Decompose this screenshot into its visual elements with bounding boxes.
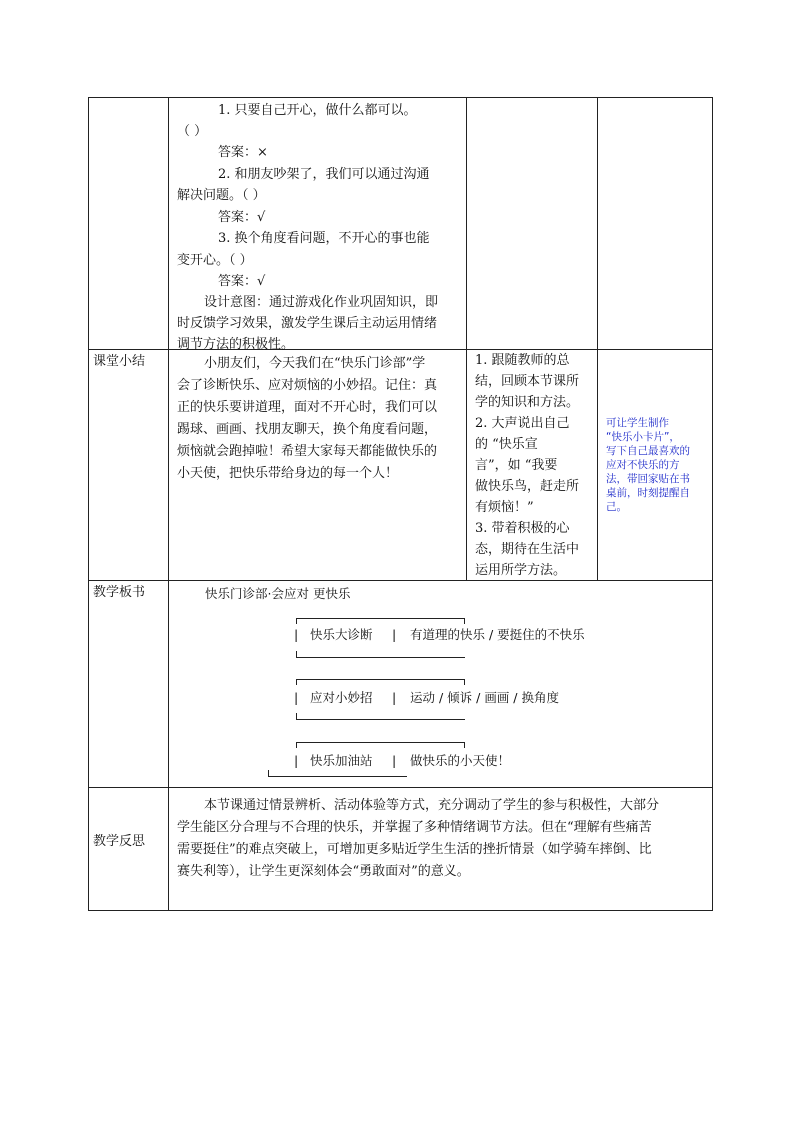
row-divider-reflection <box>88 787 713 788</box>
student-line: 有烦恼！” <box>475 500 534 515</box>
table-border-right <box>712 97 713 911</box>
board-row-content: 有道理的快乐 / 要挺住的不快乐 <box>410 627 585 642</box>
board-bar: | <box>294 753 299 768</box>
reflection-line: 赛失利等），让学生更深刻体会“勇敢面对”的意义。 <box>177 864 470 879</box>
board-bar: | <box>294 690 299 705</box>
reflection-line: 需要挺住”的难点突破上，可增加更多贴近学生生活的挫折情景（如学骑车摔倒、比 <box>177 842 652 857</box>
note-line: “快乐小卡片”， <box>606 431 680 443</box>
board-bar: | <box>392 627 397 642</box>
col-divider-note <box>597 97 598 580</box>
quiz-line: 2. 和朋友吵架了，我们可以通过沟通 <box>218 167 430 182</box>
board-title: 快乐门诊部·会应对 更快乐 <box>205 586 351 601</box>
student-line: 运用所学方法。 <box>475 563 567 578</box>
student-line: 2. 大声说出自己 <box>475 416 570 431</box>
board-rule <box>296 657 465 658</box>
student-line: 3. 带着积极的心 <box>475 521 570 536</box>
col-divider-label <box>168 97 169 911</box>
student-line: 结，回顾本节课所 <box>475 374 580 389</box>
reflection-line: 本节课通过情景辨析、活动体验等方式，充分调动了学生的参与积极性，大部分 <box>204 798 660 813</box>
board-rule <box>296 679 297 685</box>
note-line: 可让学生制作 <box>606 417 669 429</box>
quiz-line: （ ） <box>177 124 208 139</box>
quiz-answer: 答案：√ <box>218 210 266 225</box>
board-rule <box>464 742 465 748</box>
board-row-head: 快乐大诊断 <box>310 627 373 642</box>
row-divider-board <box>88 580 713 581</box>
quiz-line: 变开心。（ ） <box>177 253 253 268</box>
table-border-top <box>88 97 713 98</box>
board-rule <box>464 679 465 685</box>
board-rule <box>296 618 297 624</box>
board-bar: | <box>294 627 299 642</box>
table-border-left <box>88 97 89 911</box>
student-line: 1. 跟随教师的总 <box>475 353 570 368</box>
board-rule <box>296 618 465 619</box>
summary-line: 烦恼就会跑掉啦！希望大家每天都能做快乐的 <box>177 444 438 459</box>
summary-label: 课堂小结 <box>93 354 146 369</box>
design-intent-line: 调节方法的积极性。 <box>177 337 295 352</box>
table-border-bottom <box>88 910 713 911</box>
note-line: 法，带回家贴在书 <box>606 473 690 485</box>
student-line: 言”，如 “我要 <box>475 458 558 473</box>
board-row-head: 应对小妙招 <box>310 690 373 705</box>
quiz-line: 解决问题。（ ） <box>177 188 266 203</box>
summary-line: 会了诊断快乐、应对烦恼的小妙招。记住：真 <box>177 378 438 393</box>
quiz-answer: 答案：√ <box>218 274 266 289</box>
note-line: 应对不快乐的方 <box>606 459 680 471</box>
board-bar: | <box>392 690 397 705</box>
student-line: 的 “快乐宣 <box>475 437 538 452</box>
summary-line: 小天使，把快乐带给身边的每一个人！ <box>177 466 399 481</box>
student-line: 做快乐鸟，赶走所 <box>475 479 580 494</box>
board-row-content: 运动 / 倾诉 / 画画 / 换角度 <box>410 690 559 705</box>
board-row-content: 做快乐的小天使！ <box>410 753 511 768</box>
reflection-label: 教学反思 <box>93 834 146 849</box>
student-line: 学的知识和方法。 <box>475 395 580 410</box>
board-rule <box>296 742 465 743</box>
note-line: 写下自己最喜欢的 <box>606 445 690 457</box>
design-intent-line: 时反馈学习效果，激发学生课后主动运用情绪 <box>177 316 438 331</box>
reflection-line: 学生能区分合理与不合理的快乐，并掌握了多种情绪调节方法。但在“理解有些痛苦 <box>177 820 652 835</box>
quiz-answer: 答案：× <box>218 145 268 160</box>
summary-line: 踢球、画画、找朋友聊天，换个角度看问题， <box>177 422 438 437</box>
board-rule <box>296 679 465 680</box>
note-line: 己。 <box>606 501 627 513</box>
board-rule <box>268 776 407 777</box>
note-line: 桌前，时刻提醒自 <box>606 487 690 499</box>
summary-line: 小朋友们，今天我们在“快乐门诊部”学 <box>204 356 426 371</box>
student-line: 态，期待在生活中 <box>475 542 580 557</box>
board-bar: | <box>392 753 397 768</box>
design-intent-line: 设计意图：通过游戏化作业巩固知识，即 <box>204 295 439 310</box>
board-row-head: 快乐加油站 <box>310 753 373 768</box>
board-rule <box>464 618 465 624</box>
board-rule <box>296 742 297 748</box>
quiz-line: 1. 只要自己开心，做什么都可以。 <box>218 103 417 118</box>
board-label: 教学板书 <box>93 585 146 600</box>
col-divider-student <box>466 97 467 580</box>
quiz-line: 3. 换个角度看问题，不开心的事也能 <box>218 231 430 246</box>
summary-line: 正的快乐要讲道理，面对不开心时，我们可以 <box>177 400 438 415</box>
board-rule <box>296 719 465 720</box>
